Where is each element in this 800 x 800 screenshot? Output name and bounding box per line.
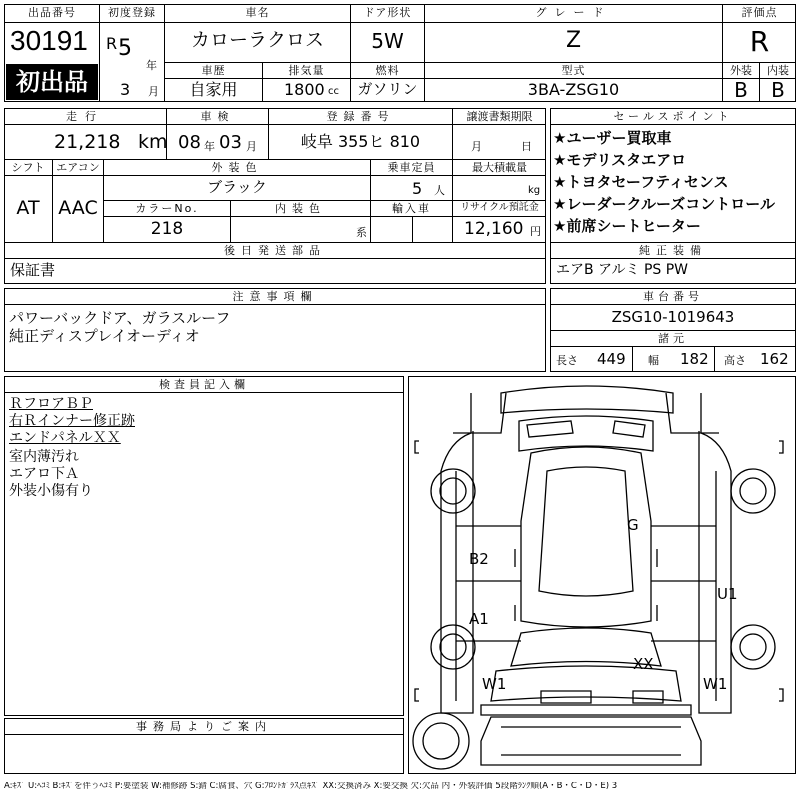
divider <box>550 124 796 125</box>
height: 162 <box>760 350 789 368</box>
damage-mark-a1: A1 <box>469 610 489 628</box>
sales-point-item: ★レーダークルーズコントロール <box>553 195 775 213</box>
damage-mark-w1-left: W1 <box>482 675 507 693</box>
inspection-month: 03 <box>219 132 242 153</box>
divider <box>550 242 796 243</box>
first-reg-year: 5 <box>118 36 132 61</box>
divider <box>4 124 546 125</box>
sales-point-item: ★前席シートヒーター <box>553 217 701 235</box>
width-label: 幅 <box>648 354 659 367</box>
car-diagram-section <box>408 376 796 774</box>
divider <box>4 175 546 176</box>
displacement: 1800 <box>284 80 325 99</box>
car-name: カローラクロス <box>190 29 324 51</box>
spare-tire <box>413 713 469 769</box>
transfer-day-unit: 日 <box>521 140 532 153</box>
cc-unit: cc <box>328 86 339 97</box>
reg-no: 岐阜 355ヒ 810 <box>300 132 421 151</box>
recycle: 12,160 <box>464 219 524 239</box>
kg-unit: kg <box>528 185 541 196</box>
lot-no: 30191 <box>10 25 88 56</box>
grade: Z <box>565 28 582 53</box>
door-label: ドア形状 <box>363 6 412 19</box>
inspection-label: 車検 <box>200 110 235 123</box>
interior-score: B <box>771 78 785 102</box>
import-label: 輸入車 <box>392 202 431 215</box>
history-label: 車歴 <box>201 64 226 77</box>
divider <box>4 242 546 243</box>
damage-mark-u1: U1 <box>717 585 738 603</box>
equipment: エアB アルミ PS PW <box>556 262 689 278</box>
divider <box>412 216 413 242</box>
divider <box>4 22 100 23</box>
underbody <box>481 717 701 765</box>
chassis-no: ZSG10-1019643 <box>611 308 735 326</box>
length-label: 長さ <box>556 354 578 367</box>
divider <box>4 304 546 305</box>
month-unit: 月 <box>148 85 159 98</box>
score: R <box>749 25 770 58</box>
era: R <box>106 34 118 53</box>
notes-label: 注意事項欄 <box>232 290 318 303</box>
inspection-month-unit: 月 <box>246 140 257 153</box>
sales-point-item: ★トヨタセーフティセンス <box>553 173 729 191</box>
divider <box>632 346 633 372</box>
transfer-label: 譲渡書類期限 <box>466 110 533 123</box>
divider <box>164 78 796 79</box>
fuel-label: 燃料 <box>375 64 400 77</box>
shift-label: シフト <box>11 161 45 174</box>
inspector-label: 検査員記入欄 <box>159 378 249 391</box>
front-lights <box>527 421 645 437</box>
year-unit: 年 <box>146 59 157 72</box>
divider <box>99 4 100 102</box>
people-unit: 人 <box>434 184 445 197</box>
mirror-bracket-left <box>415 441 419 453</box>
grade-label: グレード <box>535 6 612 19</box>
office-label: 事務局よりご案内 <box>136 720 272 733</box>
door: 5W <box>371 29 404 53</box>
roof-outline <box>521 447 651 627</box>
divider <box>714 346 715 372</box>
model: 3BA-ZSG10 <box>527 80 620 99</box>
mileage-label: 走行 <box>66 110 104 123</box>
right-side-outline <box>666 393 731 713</box>
dims-label: 諸元 <box>658 332 688 345</box>
front-roof-outline <box>501 386 673 413</box>
inspection-year: 08 <box>178 132 201 153</box>
color-no-label: カラーNo. <box>135 202 199 215</box>
capacity: 5 <box>412 179 423 198</box>
mileage: 21,218 <box>54 131 121 153</box>
yen-unit: 円 <box>530 225 541 238</box>
kei-unit: 系 <box>356 226 367 239</box>
divider <box>103 200 546 201</box>
color-no: 218 <box>150 219 184 239</box>
interior-label: 内装 <box>767 64 789 77</box>
wheel-front-right <box>731 469 775 513</box>
color: ブラック <box>207 178 267 196</box>
aircon-label: エアコン <box>56 161 100 174</box>
divider <box>99 22 796 23</box>
sales-point-item: ★ユーザー買取車 <box>553 129 672 147</box>
inspector-line: エンドパネルＸＸ <box>9 430 121 446</box>
wheel-rear-left <box>431 625 475 669</box>
sales-point-item: ★モデリスタエアロ <box>553 151 687 169</box>
shift: AT <box>16 197 40 219</box>
int-color-label: 内装色 <box>275 202 326 215</box>
exterior-score: B <box>734 78 748 102</box>
color-label: 外装色 <box>211 161 263 174</box>
damage-mark-b2: B2 <box>469 550 489 568</box>
reg-no-label: 登録番号 <box>326 110 395 123</box>
aftersend-label: 後日発送部品 <box>224 244 326 257</box>
notes-line: パワーバックドア、ガラスルーフ <box>9 309 231 327</box>
divider <box>4 258 546 259</box>
exterior-label: 外装 <box>730 64 752 77</box>
first-reg-month: 3 <box>120 80 131 99</box>
capacity-label: 乗車定員 <box>387 161 436 174</box>
divider <box>164 62 796 63</box>
inspection-year-unit: 年 <box>204 140 215 153</box>
score-label: 評価点 <box>741 6 778 19</box>
mirror-bracket-right <box>779 441 783 453</box>
divider <box>550 346 796 347</box>
wheel-rear-right <box>731 625 775 669</box>
inspector-line: 室内薄汚れ <box>9 449 79 465</box>
sales-points-label: セールスポイント <box>613 110 733 123</box>
notes-line: 純正ディスプレイオーディオ <box>9 327 200 345</box>
divider <box>4 734 404 735</box>
fuel: ガソリン <box>357 80 418 98</box>
inspector-line: 外装小傷有り <box>9 483 93 499</box>
inspector-line: ＲフロアＢＰ <box>9 396 93 412</box>
legend: A:ｷｽﾞ U:ﾍｺﾐ B:ｷｽﾞを伴うﾍｺﾐ P:要塗装 W:補修跡 S:錆 C:腐食、穴 G:ﾌﾛﾝﾄｶﾞﾗｽ点ｷｽﾞ XX:交換済み X:要交換 欠:欠品 内・外装評価 5段階ﾗﾝｸ順(A・B・C・D・E) 3 <box>4 782 618 791</box>
equipment-label: 純正装備 <box>639 244 707 257</box>
divider <box>550 304 796 305</box>
inspector-line: 右Ｒインナー修正跡 <box>9 413 135 429</box>
damage-mark-g: G <box>627 516 639 534</box>
car-name-label: 車名 <box>245 6 270 19</box>
load-label: 最大積載量 <box>472 161 527 174</box>
chassis-label: 車台番号 <box>643 290 703 303</box>
first-listing-badge <box>6 64 98 100</box>
divider <box>550 258 796 259</box>
lot-no-label: 出品番号 <box>28 6 76 19</box>
windshield-front <box>519 416 653 451</box>
damage-mark-xx: XX <box>633 655 654 673</box>
aftersend-items: 保証書 <box>10 261 56 279</box>
displacement-label: 排気量 <box>288 64 325 77</box>
history: 自家用 <box>189 80 238 99</box>
wheel-front-left <box>431 469 475 513</box>
divider <box>4 392 404 393</box>
car-diagram <box>409 377 795 773</box>
model-label: 型式 <box>561 64 586 77</box>
divider <box>4 159 546 160</box>
inspector-line: エアロ下Ａ <box>9 466 79 482</box>
rear-bottom <box>481 705 691 715</box>
recycle-label: リサイクル預託金 <box>460 202 539 213</box>
width: 182 <box>680 350 709 368</box>
divider <box>550 330 796 331</box>
height-label: 高さ <box>724 354 746 367</box>
damage-mark-w1-right: W1 <box>703 675 728 693</box>
first-reg-label: 初度登録 <box>108 6 156 19</box>
km-unit: km <box>138 131 168 153</box>
transfer-month-unit: 月 <box>471 140 482 153</box>
length: 449 <box>597 350 626 368</box>
roof-inner <box>539 467 633 596</box>
divider <box>103 216 546 217</box>
aircon: AAC <box>58 197 98 219</box>
first-listing-text: 初出品 <box>16 68 88 96</box>
